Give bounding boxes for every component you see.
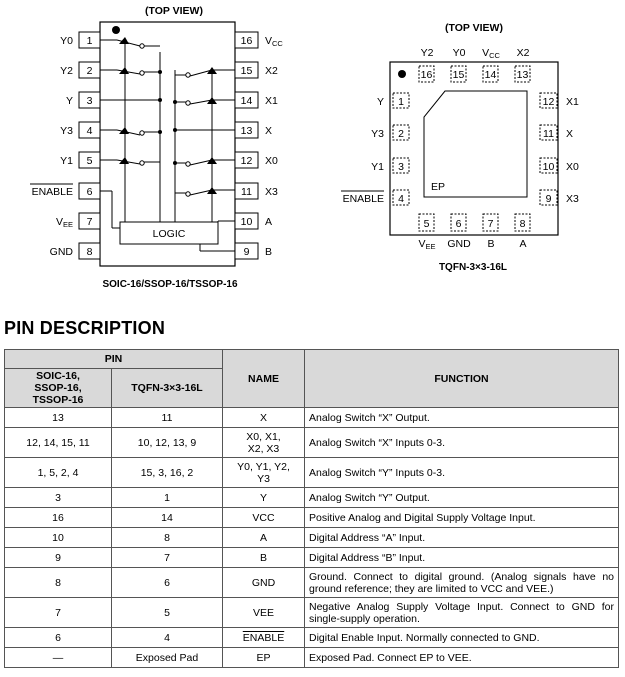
ep-label: EP <box>431 181 446 193</box>
soic-pin-cell: 3 <box>5 488 112 508</box>
soic-left-pins <box>30 32 100 259</box>
name-cell: X0, X1, X2, X3 <box>223 428 305 458</box>
pin-number: 3 <box>398 161 404 173</box>
pin-number: 8 <box>519 218 526 230</box>
soic-pin-cell: 13 <box>5 408 112 428</box>
soic-right-pins <box>235 32 283 259</box>
logic-label: LOGIC <box>152 228 186 240</box>
pin-number: 4 <box>86 125 93 137</box>
pin-number: 7 <box>487 218 494 230</box>
tqfn-pin-cell: 11 <box>112 408 223 428</box>
pin-number: 16 <box>240 35 253 47</box>
pin-name: X3 <box>566 193 579 205</box>
tqfn-header: TQFN-3×3-16L <box>112 369 223 408</box>
pin-name: Y3 <box>371 128 384 140</box>
tqfn-pin-cell: 10, 12, 13, 9 <box>112 428 223 458</box>
pin-number: 5 <box>86 155 93 167</box>
soic-pinout-diagram <box>0 0 625 300</box>
pin-number: 15 <box>452 69 465 81</box>
pin-name: Y0 <box>60 35 73 47</box>
pin-name: X0 <box>265 155 278 167</box>
tqfn-pin-cell: 15, 3, 16, 2 <box>112 458 223 488</box>
function-cell: Analog Switch “X” Output. <box>305 408 619 428</box>
pin-number: 11 <box>241 186 252 198</box>
soic-header: SOIC-16, SSOP-16, TSSOP-16 <box>5 369 112 408</box>
tqfn-pin-cell: 4 <box>112 628 223 648</box>
table-header-row <box>5 350 619 369</box>
pin-number: 15 <box>240 65 253 77</box>
pin-name: X0 <box>566 161 579 173</box>
table-row <box>5 428 619 458</box>
pin-name-enable: ENABLE <box>31 186 73 198</box>
pin-name: GND <box>447 238 471 250</box>
pin-name: VEE <box>55 216 73 229</box>
name-cell: A <box>223 528 305 548</box>
pin-name: X2 <box>516 47 530 59</box>
pin-name: A <box>265 216 273 228</box>
function-cell: Analog Switch “Y” Inputs 0-3. <box>305 458 619 488</box>
function-cell: Digital Enable Input. Normally connected to GND. <box>305 628 619 648</box>
table-row <box>5 408 619 428</box>
function-cell: Ground. Connect to digital ground. (Analog signals have no ground reference; they are limited to VCC and VEE.) <box>305 568 619 598</box>
pin1-marker-dot <box>398 70 406 78</box>
name-cell: EP <box>223 648 305 668</box>
tqfn-pin-cell: 8 <box>112 528 223 548</box>
table-row <box>5 568 619 598</box>
pin-number: 8 <box>86 246 93 258</box>
function-cell: Analog Switch “Y” Output. <box>305 488 619 508</box>
pin-name: Y1 <box>371 161 384 173</box>
tqfn-package-label: TQFN-3×3-16L <box>438 262 508 273</box>
pin-name: X <box>566 128 574 140</box>
pin-number: 10 <box>542 161 555 173</box>
name-cell: VEE <box>223 598 305 628</box>
pin-number: 11 <box>543 128 554 140</box>
pin-number: 9 <box>545 193 552 205</box>
function-cell: Negative Analog Supply Voltage Input. Connect to GND for single-supply operation. <box>305 598 619 628</box>
pin-number: 3 <box>86 95 93 107</box>
pin-name: Y2 <box>60 65 73 77</box>
table-row <box>5 458 619 488</box>
pin-number: 14 <box>484 69 497 81</box>
tqfn-pin-cell: Exposed Pad <box>112 648 223 668</box>
soic-pin-cell: — <box>5 648 112 668</box>
soic-pin-cell: 12, 14, 15, 11 <box>5 428 112 458</box>
tqfn-view-label: (TOP VIEW) <box>445 22 503 34</box>
pin-number: 13 <box>516 69 529 81</box>
name-cell: ENABLE <box>223 628 305 648</box>
pin-number: 5 <box>423 218 430 230</box>
pin-number: 14 <box>240 95 253 107</box>
pin-name: Y <box>65 95 73 107</box>
pin-name: X <box>265 125 273 137</box>
pin-name: GND <box>49 246 73 258</box>
function-cell: Analog Switch “X” Inputs 0-3. <box>305 428 619 458</box>
soic-view-label: (TOP VIEW) <box>145 5 203 17</box>
pin-number: 12 <box>542 96 555 108</box>
pin-number: 13 <box>240 125 253 137</box>
function-header: FUNCTION <box>305 350 619 408</box>
pin1-marker-dot <box>112 26 120 34</box>
table-row <box>5 488 619 508</box>
pin-number: 12 <box>240 155 253 167</box>
pin-name: B <box>265 246 273 258</box>
pin-name: A <box>519 238 527 250</box>
name-cell: GND <box>223 568 305 598</box>
soic-pin-cell: 1, 5, 2, 4 <box>5 458 112 488</box>
pin-number: 16 <box>420 69 433 81</box>
name-header: NAME <box>223 350 305 408</box>
name-cell: Y <box>223 488 305 508</box>
pin-number: 10 <box>240 216 253 228</box>
pin-number: 7 <box>86 216 93 228</box>
pin-description-table <box>4 349 619 668</box>
pin-name: Y <box>376 96 384 108</box>
function-cell: Digital Address “B” Input. <box>305 548 619 568</box>
pin-name: VCC <box>482 47 500 60</box>
soic-pin-cell: 10 <box>5 528 112 548</box>
pin-name: X3 <box>265 186 278 198</box>
pin-number: 4 <box>398 193 404 205</box>
pin-number: 2 <box>398 128 404 140</box>
table-row <box>5 548 619 568</box>
pin-number: 1 <box>86 35 93 47</box>
pin-name: X2 <box>265 65 278 77</box>
soic-package-label: SOIC-16/SSOP-16/TSSOP-16 <box>102 279 238 290</box>
pin-name: B <box>487 238 495 250</box>
pin-name-enable: ENABLE <box>342 193 384 205</box>
pin-name: VCC <box>265 35 283 48</box>
pin-name: Y2 <box>420 47 434 59</box>
function-cell: Exposed Pad. Connect EP to VEE. <box>305 648 619 668</box>
pin-number: 6 <box>86 186 93 198</box>
name-cell: B <box>223 548 305 568</box>
table-row <box>5 528 619 548</box>
pin-name: Y1 <box>60 155 73 167</box>
table-row <box>5 508 619 528</box>
pin-name: Y3 <box>60 125 73 137</box>
table-row <box>5 598 619 628</box>
name-cell: VCC <box>223 508 305 528</box>
name-cell: X <box>223 408 305 428</box>
pin-number: 6 <box>455 218 462 230</box>
soic-pin-cell: 16 <box>5 508 112 528</box>
pin-name: Y0 <box>452 47 466 59</box>
pin-name: X1 <box>265 95 278 107</box>
tqfn-pin-cell: 5 <box>112 598 223 628</box>
pin-header: PIN <box>5 350 223 369</box>
pin-number: 9 <box>243 246 250 258</box>
tqfn-pin-cell: 1 <box>112 488 223 508</box>
soic-pin-cell: 7 <box>5 598 112 628</box>
section-title: PIN DESCRIPTION <box>4 318 166 338</box>
pin-number: 2 <box>86 65 93 77</box>
soic-pin-cell: 6 <box>5 628 112 648</box>
function-cell: Positive Analog and Digital Supply Voltage Input. <box>305 508 619 528</box>
table-row <box>5 648 619 668</box>
pin-name: X1 <box>566 96 579 108</box>
soic-pin-cell: 9 <box>5 548 112 568</box>
tqfn-pin-cell: 7 <box>112 548 223 568</box>
name-cell: Y0, Y1, Y2, Y3 <box>223 458 305 488</box>
pin-name: VEE <box>418 238 436 251</box>
soic-pin-cell: 8 <box>5 568 112 598</box>
function-cell: Digital Address “A” Input. <box>305 528 619 548</box>
tqfn-pin-cell: 6 <box>112 568 223 598</box>
tqfn-pin-cell: 14 <box>112 508 223 528</box>
pin-number: 1 <box>398 96 404 108</box>
table-row <box>5 628 619 648</box>
